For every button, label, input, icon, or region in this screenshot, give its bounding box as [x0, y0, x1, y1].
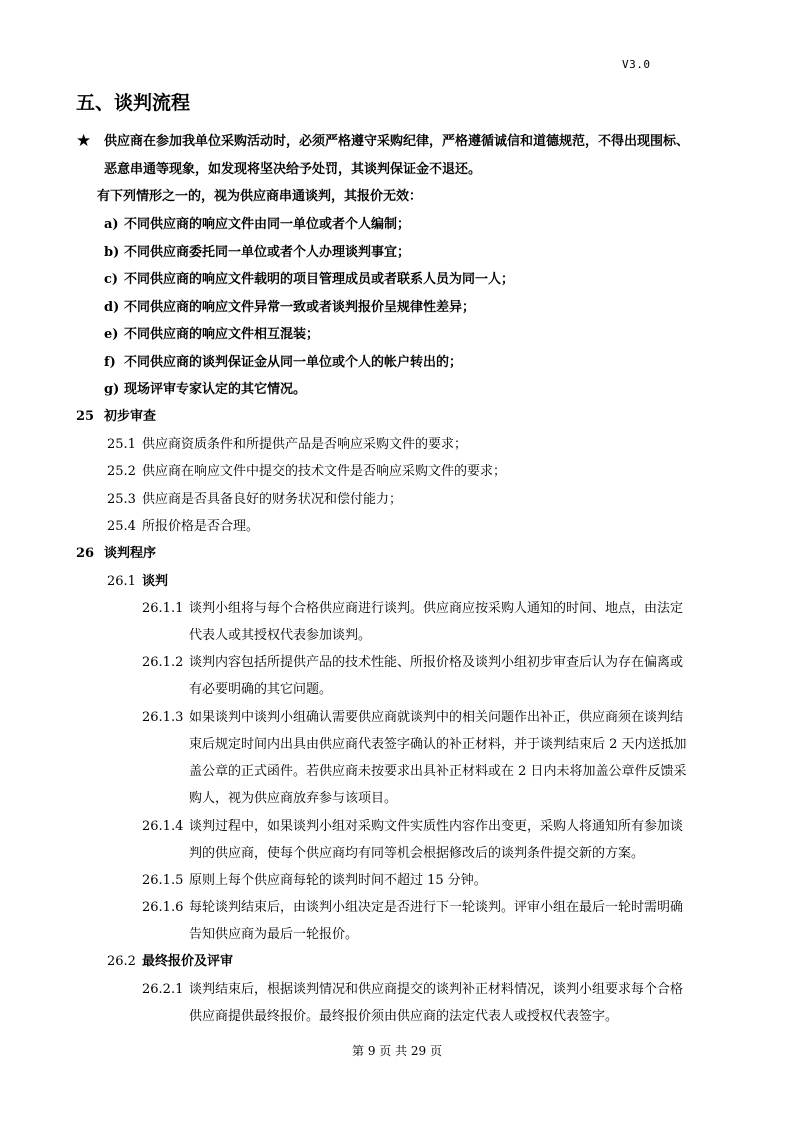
clause-text: 谈判过程中，如果谈判小组对采购文件实质性内容作出变更，采购人将通知所有参加谈 [189, 819, 684, 834]
section-heading: 初步审查 [104, 409, 157, 424]
clause-number: 26.1.1 [142, 601, 184, 616]
clause-number: 25.3 [107, 492, 136, 507]
clause-number: 26.2.1 [142, 982, 184, 997]
clause-text: 如果谈判中谈判小组确认需要供应商就谈判中的相关问题作出补正，供应商须在谈判结 [189, 710, 684, 725]
clause-text: 盖公章的正式函件。若供应商未按要求出具补正材料或在 2 日内未将加盖公章件反馈采 [189, 764, 687, 779]
clause-text: 每轮谈判结束后，由谈判小组决定是否进行下一轮谈判。评审小组在最后一轮时需明确 [189, 900, 684, 915]
clause-number: 25.1 [107, 437, 136, 452]
section-number: 26 [76, 546, 95, 561]
subsection-number: 26.1 [107, 574, 136, 589]
list-item: 不同供应商的响应文件相互混装； [124, 327, 320, 342]
subsection-number: 26.2 [107, 954, 136, 969]
section-title: 五、谈判流程 [76, 92, 191, 114]
list-item-label: a) [104, 217, 119, 232]
list-item-label: b) [104, 245, 120, 260]
clause-number: 26.1.3 [142, 710, 184, 725]
clause-number: 26.1.4 [142, 819, 184, 834]
list-item-label: c) [104, 272, 119, 287]
clause-number: 26.1.5 [142, 873, 184, 888]
clause-text: 谈判小组将与每个合格供应商进行谈判。供应商应按采购人通知的时间、地点，由法定 [189, 601, 684, 616]
clause-text: 束后规定时间内出具由供应商代表签字确认的补正材料，并于谈判结束后 2 天内送抵加 [189, 737, 687, 752]
clause-number: 26.1.2 [142, 655, 184, 670]
clause-text: 原则上每个供应商每轮的谈判时间不超过 15 分钟。 [189, 873, 487, 888]
clause-text: 谈判内容包括所提供产品的技术性能、所报价格及谈判小组初步审查后认为存在偏离或 [189, 655, 684, 670]
clause-number: 25.2 [107, 464, 136, 479]
section-number: 25 [76, 409, 95, 424]
clause-text: 告知供应商为最后一轮报价。 [189, 927, 359, 942]
clause-number: 26.1.6 [142, 900, 184, 915]
subsection-heading: 谈判 [142, 574, 169, 589]
notice-line-2: 恶意串通等现象，如发现将坚决给予处罚，其谈判保证金不退还。 [104, 162, 482, 177]
clause-text: 供应商提供最终报价。最终报价须由供应商的法定代表人或授权代表签字。 [189, 1009, 619, 1024]
star-icon: ★ [76, 131, 92, 151]
page-footer: 第 9 页 共 29 页 [352, 1044, 442, 1058]
clause-text: 供应商在响应文件中提交的技术文件是否响应采购文件的要求； [142, 464, 507, 479]
clause-text: 购人，视为供应商放弃参与该项目。 [189, 791, 398, 806]
list-item-label: f) [104, 355, 116, 370]
list-item-label: e) [104, 327, 119, 342]
list-item: 不同供应商的响应文件异常一致或者谈判报价呈规律性差异； [124, 300, 476, 315]
list-item: 不同供应商的响应文件载明的项目管理成员或者联系人员为同一人； [124, 272, 515, 287]
clause-number: 25.4 [107, 519, 136, 534]
clause-text: 供应商资质条件和所提供产品是否响应采购文件的要求； [142, 437, 468, 452]
notice-line-1: 供应商在参加我单位采购活动时，必须严格遵守采购纪律，严格遵循诚信和道德规范，不得出现围标、 [104, 134, 690, 149]
list-item-label: d) [104, 300, 120, 315]
list-item-label: g) [104, 382, 120, 397]
section-heading: 谈判程序 [104, 546, 157, 561]
clause-text: 谈判结束后，根据谈判情况和供应商提交的谈判补正材料情况，谈判小组要求每个合格 [189, 982, 684, 997]
list-item: 不同供应商的谈判保证金从同一单位或个人的帐户转出的； [124, 355, 463, 370]
list-item: 不同供应商委托同一单位或者个人办理谈判事宜； [124, 245, 411, 260]
notice-intro: 有下列情形之一的，视为供应商串通谈判，其报价无效： [97, 189, 423, 204]
subsection-heading: 最终报价及评审 [142, 954, 234, 969]
list-item: 现场评审专家认定的其它情况。 [124, 382, 307, 397]
clause-text: 有必要明确的其它问题。 [189, 682, 333, 697]
clause-text: 所报价格是否合理。 [142, 519, 260, 534]
clause-text: 代表人或其授权代表参加谈判。 [189, 628, 372, 643]
clause-text: 判的供应商，使每个供应商均有同等机会根据修改后的谈判条件提交新的方案。 [189, 846, 645, 861]
clause-text: 供应商是否具备良好的财务状况和偿付能力； [142, 492, 403, 507]
list-item: 不同供应商的响应文件由同一单位或者个人编制； [124, 217, 411, 232]
version-label: V3.0 [622, 58, 651, 71]
